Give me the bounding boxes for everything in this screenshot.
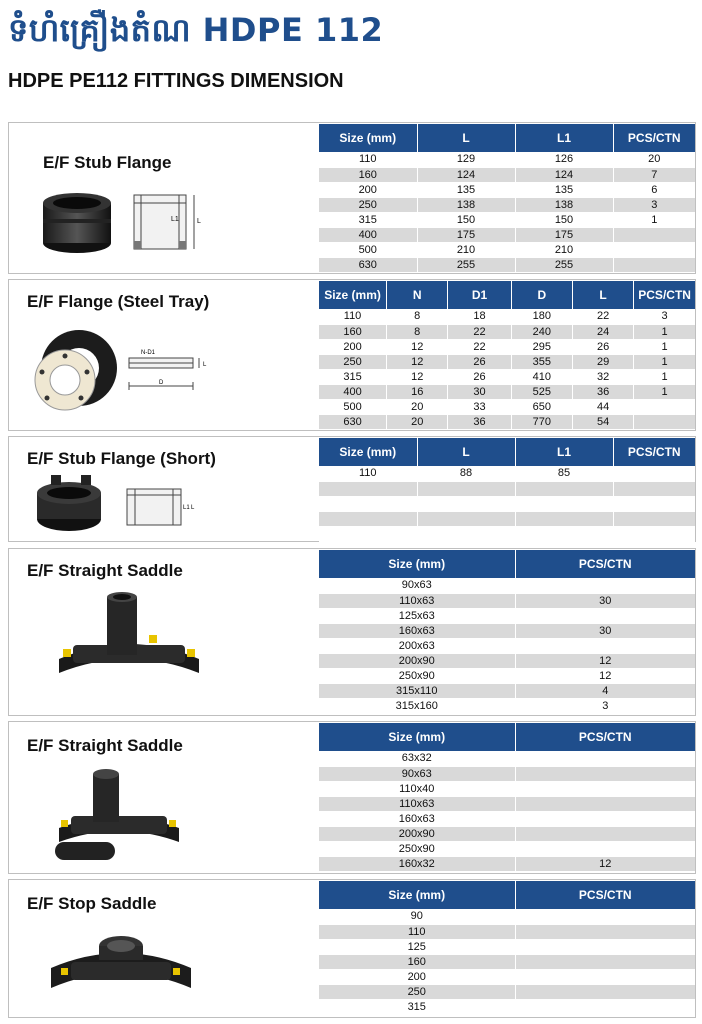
table-cell bbox=[613, 526, 695, 541]
table-cell: 1 bbox=[634, 324, 695, 339]
table-cell bbox=[613, 257, 695, 272]
table-cell: 138 bbox=[417, 197, 515, 212]
table-cell: 180 bbox=[511, 309, 572, 324]
table-cell: 525 bbox=[511, 384, 572, 399]
table-cell: 500 bbox=[319, 242, 417, 257]
table-cell: 30 bbox=[448, 384, 511, 399]
table-cell: 160x63 bbox=[319, 811, 515, 826]
table-cell: 12 bbox=[515, 653, 695, 668]
table-cell bbox=[417, 526, 515, 541]
drawing-label-l: L bbox=[191, 505, 195, 511]
table-cell: 250 bbox=[319, 354, 387, 369]
table-cell: 4 bbox=[515, 683, 695, 698]
table-cell bbox=[515, 526, 613, 541]
table-cell bbox=[319, 511, 417, 526]
drawing-label-l1: L1 bbox=[183, 505, 190, 511]
table-cell bbox=[319, 481, 417, 496]
straight-saddle-1-illustration bbox=[49, 589, 209, 689]
table-cell: 250 bbox=[319, 984, 515, 999]
table-cell bbox=[515, 781, 695, 796]
col-header-pcs: PCS/CTN bbox=[613, 124, 695, 152]
table-cell: 175 bbox=[515, 227, 613, 242]
table-cell: 175 bbox=[417, 227, 515, 242]
section-title: E/F Straight Saddle bbox=[27, 736, 183, 755]
table-cell: 20 bbox=[387, 399, 448, 414]
col-header-d: D bbox=[511, 281, 572, 309]
drawing-label-l1: L1 bbox=[171, 216, 179, 223]
table-cell: 770 bbox=[511, 414, 572, 429]
table-cell: 26 bbox=[448, 354, 511, 369]
table-cell: 355 bbox=[511, 354, 572, 369]
table-cell: 150 bbox=[515, 212, 613, 227]
table-cell: 124 bbox=[417, 167, 515, 182]
table-cell bbox=[515, 826, 695, 841]
table-cell bbox=[634, 399, 695, 414]
table-cell: 110 bbox=[319, 309, 387, 324]
page-title-khmer: ទំហំគ្រឿងតំណ HDPE 112 bbox=[8, 11, 384, 49]
table-cell bbox=[613, 481, 695, 496]
col-header-size: Size (mm) bbox=[319, 438, 417, 466]
table-cell: 160 bbox=[319, 954, 515, 969]
table-cell: 200 bbox=[319, 339, 387, 354]
table-cell: 650 bbox=[511, 399, 572, 414]
table-cell: 255 bbox=[417, 257, 515, 272]
stub-flange-short-illustration bbox=[31, 473, 211, 539]
table-cell: 22 bbox=[448, 324, 511, 339]
table-cell: 400 bbox=[319, 384, 387, 399]
table-cell bbox=[515, 841, 695, 856]
table-cell: 30 bbox=[515, 623, 695, 638]
section-straight-saddle-2 bbox=[8, 721, 696, 874]
table-cell bbox=[515, 578, 695, 593]
table-cell: 250x90 bbox=[319, 841, 515, 856]
flange-steel-tray-table bbox=[319, 281, 695, 430]
table-cell: 12 bbox=[387, 339, 448, 354]
table-cell bbox=[515, 766, 695, 781]
section-title: E/F Stop Saddle bbox=[27, 894, 157, 913]
table-cell: 90 bbox=[319, 909, 515, 924]
table-cell: 44 bbox=[572, 399, 633, 414]
col-header-size: Size (mm) bbox=[319, 723, 515, 751]
table-cell bbox=[515, 481, 613, 496]
table-cell: 26 bbox=[448, 369, 511, 384]
table-cell: 110 bbox=[319, 924, 515, 939]
table-cell: 315 bbox=[319, 999, 515, 1014]
flange-steel-tray-illustration bbox=[29, 328, 229, 424]
drawing-label-nd1: N-D1 bbox=[141, 350, 156, 356]
table-cell: 160 bbox=[319, 167, 417, 182]
table-cell: 210 bbox=[417, 242, 515, 257]
table-cell: 160 bbox=[319, 324, 387, 339]
table-cell: 12 bbox=[387, 354, 448, 369]
table-cell bbox=[417, 511, 515, 526]
table-cell: 54 bbox=[572, 414, 633, 429]
table-cell bbox=[319, 526, 417, 541]
table-cell: 8 bbox=[387, 309, 448, 324]
col-header-pcs: PCS/CTN bbox=[634, 281, 695, 309]
stop-saddle-image bbox=[45, 924, 205, 1014]
table-cell: 12 bbox=[515, 668, 695, 683]
drawing-label-d: D bbox=[159, 380, 164, 386]
table-cell: 18 bbox=[448, 309, 511, 324]
section-title: E/F Straight Saddle bbox=[27, 561, 183, 580]
table-cell bbox=[613, 466, 695, 481]
table-cell: 26 bbox=[572, 339, 633, 354]
col-header-size: Size (mm) bbox=[319, 550, 515, 578]
table-cell: 124 bbox=[515, 167, 613, 182]
col-header-pcs: PCS/CTN bbox=[613, 438, 695, 466]
table-cell: 29 bbox=[572, 354, 633, 369]
flange-steel-tray-image bbox=[29, 328, 229, 424]
table-cell: 63x32 bbox=[319, 751, 515, 766]
table-cell: 6 bbox=[613, 182, 695, 197]
table-cell: 36 bbox=[448, 414, 511, 429]
col-header-l: L bbox=[417, 124, 515, 152]
table-cell bbox=[515, 999, 695, 1014]
table-cell bbox=[515, 608, 695, 623]
table-cell: 400 bbox=[319, 227, 417, 242]
table-cell: 20 bbox=[387, 414, 448, 429]
col-header-size: Size (mm) bbox=[319, 881, 515, 909]
section-title: E/F Stub Flange bbox=[43, 153, 172, 172]
table-cell: 8 bbox=[387, 324, 448, 339]
section-stub-flange-short bbox=[8, 436, 696, 542]
section-straight-saddle-1 bbox=[8, 548, 696, 716]
table-cell: 315 bbox=[319, 212, 417, 227]
table-cell bbox=[515, 638, 695, 653]
table-cell: 22 bbox=[572, 309, 633, 324]
table-cell: 250x90 bbox=[319, 668, 515, 683]
page-subtitle: HDPE PE112 FITTINGS DIMENSION bbox=[8, 70, 344, 92]
table-cell: 125x63 bbox=[319, 608, 515, 623]
table-cell: 1 bbox=[634, 339, 695, 354]
table-cell bbox=[613, 511, 695, 526]
stub-flange-image bbox=[39, 183, 209, 263]
table-cell: 135 bbox=[515, 182, 613, 197]
col-header-d1: D1 bbox=[448, 281, 511, 309]
table-cell: 160x32 bbox=[319, 856, 515, 871]
table-cell: 90x63 bbox=[319, 766, 515, 781]
table-cell bbox=[515, 954, 695, 969]
table-cell bbox=[515, 796, 695, 811]
table-cell: 16 bbox=[387, 384, 448, 399]
table-cell: 3 bbox=[634, 309, 695, 324]
table-cell: 125 bbox=[319, 939, 515, 954]
table-cell: 1 bbox=[634, 354, 695, 369]
straight-saddle-2-image bbox=[49, 766, 199, 866]
table-cell: 200 bbox=[319, 969, 515, 984]
stop-saddle-illustration bbox=[45, 924, 205, 1014]
table-cell: 315x160 bbox=[319, 698, 515, 713]
table-cell: 12 bbox=[515, 856, 695, 871]
table-cell: 24 bbox=[572, 324, 633, 339]
table-cell: 36 bbox=[572, 384, 633, 399]
table-cell: 1 bbox=[634, 384, 695, 399]
section-title: E/F Flange (Steel Tray) bbox=[27, 292, 210, 311]
table-cell: 12 bbox=[387, 369, 448, 384]
table-cell: 30 bbox=[515, 593, 695, 608]
table-cell: 3 bbox=[613, 197, 695, 212]
table-cell: 129 bbox=[417, 152, 515, 167]
table-cell: 410 bbox=[511, 369, 572, 384]
table-cell bbox=[634, 414, 695, 429]
section-title: E/F Stub Flange (Short) bbox=[27, 449, 216, 468]
table-cell: 110x63 bbox=[319, 796, 515, 811]
table-cell: 160x63 bbox=[319, 623, 515, 638]
table-cell: 630 bbox=[319, 414, 387, 429]
col-header-pcs: PCS/CTN bbox=[515, 723, 695, 751]
straight-saddle-2-table bbox=[319, 723, 695, 872]
table-cell: 210 bbox=[515, 242, 613, 257]
table-cell: 110x63 bbox=[319, 593, 515, 608]
straight-saddle-2-illustration bbox=[49, 766, 199, 866]
stub-flange-short-image bbox=[31, 473, 211, 539]
table-cell: 88 bbox=[417, 466, 515, 481]
drawing-label-l: L bbox=[203, 362, 207, 368]
stub-flange-table bbox=[319, 124, 695, 273]
col-header-size: Size (mm) bbox=[319, 124, 417, 152]
section-flange-steel-tray bbox=[8, 279, 696, 431]
table-cell: 200x90 bbox=[319, 826, 515, 841]
stub-flange-illustration bbox=[39, 183, 209, 263]
table-cell: 1 bbox=[634, 369, 695, 384]
stub-flange-short-table bbox=[319, 438, 695, 542]
table-cell bbox=[515, 984, 695, 999]
table-cell: 500 bbox=[319, 399, 387, 414]
table-cell bbox=[613, 496, 695, 511]
table-cell: 200x63 bbox=[319, 638, 515, 653]
table-cell: 315x110 bbox=[319, 683, 515, 698]
table-cell bbox=[515, 751, 695, 766]
section-stop-saddle bbox=[8, 879, 696, 1018]
table-cell: 630 bbox=[319, 257, 417, 272]
table-cell: 110 bbox=[319, 466, 417, 481]
col-header-pcs: PCS/CTN bbox=[515, 881, 695, 909]
table-cell bbox=[613, 227, 695, 242]
col-header-pcs: PCS/CTN bbox=[515, 550, 695, 578]
table-cell bbox=[515, 969, 695, 984]
table-cell: 200 bbox=[319, 182, 417, 197]
table-cell bbox=[613, 242, 695, 257]
table-cell: 295 bbox=[511, 339, 572, 354]
straight-saddle-1-image bbox=[49, 589, 209, 689]
table-cell: 110x40 bbox=[319, 781, 515, 796]
table-cell: 33 bbox=[448, 399, 511, 414]
table-cell bbox=[515, 924, 695, 939]
table-cell: 150 bbox=[417, 212, 515, 227]
table-cell: 1 bbox=[613, 212, 695, 227]
stop-saddle-table bbox=[319, 881, 695, 1015]
table-cell bbox=[515, 511, 613, 526]
straight-saddle-1-table bbox=[319, 550, 695, 714]
col-header-l1: L1 bbox=[515, 124, 613, 152]
col-header-n: N bbox=[387, 281, 448, 309]
table-cell bbox=[515, 909, 695, 924]
section-stub-flange bbox=[8, 122, 696, 274]
table-cell: 32 bbox=[572, 369, 633, 384]
table-cell bbox=[515, 496, 613, 511]
drawing-label-l: L bbox=[197, 218, 201, 225]
col-header-l1: L1 bbox=[515, 438, 613, 466]
table-cell bbox=[515, 811, 695, 826]
table-cell bbox=[319, 496, 417, 511]
col-header-size: Size (mm) bbox=[319, 281, 387, 309]
table-cell bbox=[417, 496, 515, 511]
table-cell: 138 bbox=[515, 197, 613, 212]
table-cell bbox=[515, 939, 695, 954]
table-cell: 110 bbox=[319, 152, 417, 167]
table-cell: 20 bbox=[613, 152, 695, 167]
table-cell bbox=[417, 481, 515, 496]
table-cell: 7 bbox=[613, 167, 695, 182]
table-cell: 126 bbox=[515, 152, 613, 167]
table-cell: 22 bbox=[448, 339, 511, 354]
table-cell: 315 bbox=[319, 369, 387, 384]
table-cell: 240 bbox=[511, 324, 572, 339]
table-cell: 250 bbox=[319, 197, 417, 212]
table-cell: 135 bbox=[417, 182, 515, 197]
table-cell: 255 bbox=[515, 257, 613, 272]
table-cell: 90x63 bbox=[319, 578, 515, 593]
table-cell: 200x90 bbox=[319, 653, 515, 668]
table-cell: 3 bbox=[515, 698, 695, 713]
col-header-l: L bbox=[417, 438, 515, 466]
col-header-l: L bbox=[572, 281, 633, 309]
table-cell: 85 bbox=[515, 466, 613, 481]
